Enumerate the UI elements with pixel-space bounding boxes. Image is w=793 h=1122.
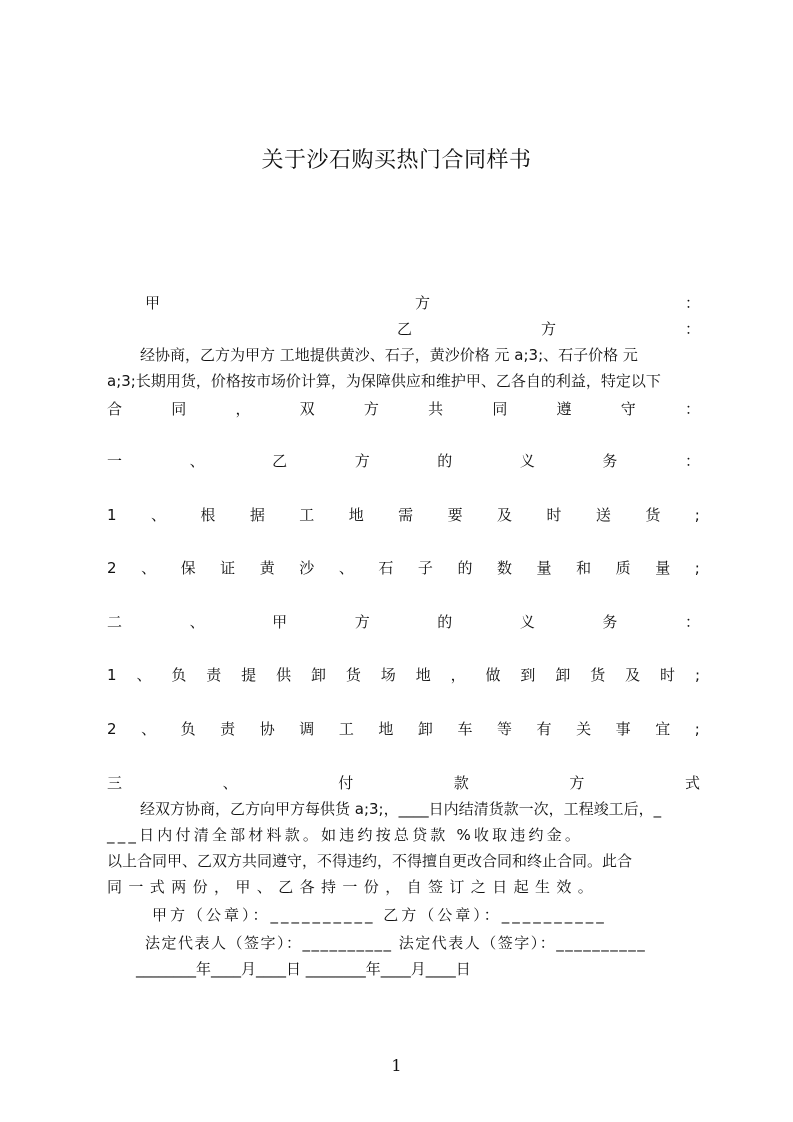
paragraph-line: 经双方协商，乙方向甲方每供货 a;3;，____日内结清货款一次，工程竣工后，_ [140,800,662,818]
party-b-line: 乙 方 ： [397,320,700,338]
paragraph-line: 经协商，乙方为甲方 工地提供黄沙、石子，黄沙价格 元 a;3;、石子价格 元 [140,346,638,364]
section-heading-3: 三 、 付 款 方 式 [107,774,700,792]
section-heading-2: 二 、 甲 方 的 义 务 ： [107,613,700,631]
list-item: 1 、 根 据 工 地 需 要 及 时 送 货 ; [107,506,700,524]
page-title: 关于沙石购买热门合同样书 [261,148,532,173]
signature-line-seal: 甲方（公章）：__________ 乙方（公章）：__________ [152,906,607,924]
party-a-line: 甲 方 ： [145,290,700,316]
paragraph-line: 同一式两份，甲、乙各持一份，自签订之日起生效。 [107,878,600,896]
list-item: 1 、 负 责 提 供 卸 货 场 地 ， 做 到 卸 货 及 时 ; [107,666,700,684]
paragraph-line: a;3;长期用货，价格按市场价计算，为保障供应和维护甲、乙各自的利益，特定以下 [107,372,661,390]
signature-line-representative: 法定代表人（签字）：__________ 法定代表人（签字）：__________ [145,934,647,952]
section-heading-1: 一 、 乙 方 的 义 务 ： [107,452,700,470]
page-number: 1 [391,1056,402,1075]
list-item: 2 、 保 证 黄 沙 、 石 子 的 数 量 和 质 量 ; [107,559,700,577]
paragraph-line: 以上合同甲、乙双方共同遵守，不得违约，不得擅自更改合同和终止合同。此合 [107,852,633,870]
paragraph-line-justified: 合 同 ， 双 方 共 同 遵 守 ： [107,400,700,418]
paragraph-line: ___日内付清全部材料款。如违约按总贷款 %收取违约金。 [107,826,584,844]
party-a-label: 甲 [145,294,161,312]
list-item: 2 、 负 责 协 调 工 地 卸 车 等 有 关 事 宜 ; [107,720,700,738]
date-line: ________年____月____日 ________年____月____日 [136,960,471,978]
